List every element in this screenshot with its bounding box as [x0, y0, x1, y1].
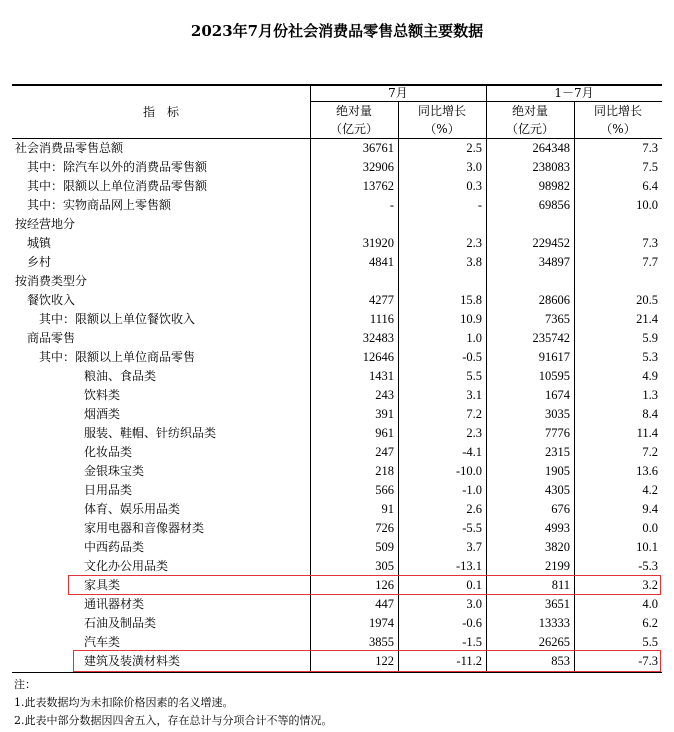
- ytd-yoy-value: 13.6: [636, 464, 658, 478]
- table-row: [12, 177, 662, 196]
- row-label: 体育、娱乐用品类: [84, 502, 181, 516]
- month-yoy-value: -10.0: [455, 464, 482, 478]
- month-yoy-value: 0.3: [466, 179, 482, 193]
- row-label: 烟酒类: [84, 407, 121, 421]
- month-yoy-value: 3.7: [466, 540, 482, 554]
- row-label: 其中：限额以上单位商品零售: [39, 350, 196, 364]
- month-yoy-value: 5.5: [466, 369, 482, 383]
- table-row: [12, 158, 662, 177]
- table-row: [12, 443, 662, 462]
- month-yoy-header: [398, 102, 486, 138]
- month-abs-value: 1116: [369, 312, 394, 326]
- ytd-abs-value: 3820: [545, 540, 570, 554]
- col-header-line: 同比增长: [417, 104, 466, 118]
- period-ytd-header: 1－7月: [554, 86, 594, 100]
- ytd-abs-value: 7776: [545, 426, 570, 440]
- ytd-abs-value: 28606: [538, 293, 570, 307]
- table-row: [12, 557, 662, 576]
- month-abs-value: 218: [375, 464, 394, 478]
- ytd-yoy-value: 7.5: [642, 160, 658, 174]
- month-abs-value: 247: [375, 445, 394, 459]
- ytd-abs-value: 34897: [538, 255, 570, 269]
- ytd-yoy-value: 0.0: [642, 521, 658, 535]
- table-row: [12, 519, 662, 538]
- row-label: 乡村: [27, 255, 52, 269]
- table-row: [12, 595, 662, 614]
- month-abs-value: 4841: [369, 255, 394, 269]
- ytd-yoy-value: 8.4: [642, 407, 658, 421]
- note-2: 2.此表中部分数据因四舍五入，存在总计与分项合计不等的情况。: [14, 714, 333, 727]
- page-title: 2023年7月份社会消费品零售总额主要数据: [190, 22, 484, 40]
- ytd-abs-value: 4993: [545, 521, 570, 535]
- table-row: [12, 329, 662, 348]
- period-month-header: 7月: [388, 86, 408, 100]
- month-abs-value: 1974: [369, 616, 394, 630]
- ytd-abs-value: 69856: [538, 198, 570, 212]
- table-row: [12, 196, 662, 215]
- indicator-header: 指 标: [142, 105, 179, 119]
- table-row: [12, 462, 662, 481]
- ytd-yoy-value: -7.3: [638, 654, 658, 668]
- ytd-abs-value: 1674: [545, 388, 570, 402]
- ytd-abs-value: 2199: [545, 559, 570, 573]
- month-abs-value: 12646: [362, 350, 394, 364]
- col-header-line: 绝对量: [335, 104, 372, 118]
- ytd-yoy-value: -5.3: [638, 559, 658, 573]
- month-yoy-value: 0.1: [466, 578, 482, 592]
- ytd-yoy-value: 5.3: [642, 350, 658, 364]
- row-label: 其中：除汽车以外的消费品零售额: [27, 160, 208, 174]
- ytd-yoy-value: 4.2: [642, 483, 658, 497]
- table-row: [12, 310, 662, 329]
- table-row: [12, 538, 662, 557]
- month-yoy-value: -11.2: [456, 654, 482, 668]
- month-abs-value: 122: [375, 654, 394, 668]
- month-yoy-value: -4.1: [462, 445, 482, 459]
- row-label: 石油及制品类: [84, 616, 157, 630]
- month-yoy-value: -1.0: [462, 483, 482, 497]
- col-header-unit: （%）: [600, 122, 636, 136]
- row-label: 文化办公用品类: [84, 559, 169, 573]
- month-abs-value: 305: [375, 559, 394, 573]
- ytd-abs-value: 91617: [538, 350, 570, 364]
- row-label: 日用品类: [84, 483, 133, 497]
- month-abs-value: 36761: [362, 141, 394, 155]
- footnotes: [14, 676, 333, 730]
- month-abs-value: 509: [375, 540, 394, 554]
- month-yoy-value: -1.5: [462, 635, 482, 649]
- month-abs-value: 91: [381, 502, 394, 516]
- row-label: 服装、鞋帽、针纺织品类: [84, 426, 217, 440]
- month-yoy-value: 15.8: [460, 293, 482, 307]
- ytd-yoy-value: 11.4: [636, 426, 658, 440]
- row-label: 家具类: [84, 578, 121, 592]
- ytd-abs-value: 98982: [538, 179, 570, 193]
- row-label: 汽车类: [84, 635, 121, 649]
- month-abs-header: [310, 102, 398, 138]
- month-yoy-value: -13.1: [455, 559, 482, 573]
- month-yoy-value: 2.3: [466, 426, 482, 440]
- table-row: [12, 139, 662, 158]
- month-abs-value: 961: [375, 426, 394, 440]
- col-header-unit: （亿元）: [505, 122, 554, 136]
- ytd-abs-value: 235742: [532, 331, 570, 345]
- month-yoy-value: 3.0: [466, 160, 482, 174]
- month-yoy-value: 2.3: [466, 236, 482, 250]
- month-yoy-value: -0.5: [462, 350, 482, 364]
- ytd-yoy-header: [574, 102, 662, 138]
- row-label: 饮料类: [84, 388, 121, 402]
- month-yoy-value: 3.8: [466, 255, 482, 269]
- ytd-yoy-value: 7.7: [642, 255, 658, 269]
- table-row: [12, 386, 662, 405]
- month-abs-value: 391: [375, 407, 394, 421]
- data-table: [12, 84, 662, 673]
- table-row: [12, 614, 662, 633]
- month-abs-value: 13762: [362, 179, 394, 193]
- month-abs-value: 31920: [362, 236, 394, 250]
- ytd-abs-value: 13333: [538, 616, 570, 630]
- ytd-yoy-value: 21.4: [636, 312, 658, 326]
- month-abs-value: 243: [375, 388, 394, 402]
- ytd-abs-value: 1905: [545, 464, 570, 478]
- table-row: [12, 215, 662, 234]
- month-yoy-value: 2.6: [466, 502, 482, 516]
- row-label: 建筑及装潢材料类: [84, 654, 181, 668]
- month-abs-value: 32483: [362, 331, 394, 345]
- ytd-yoy-value: 20.5: [636, 293, 658, 307]
- month-yoy-value: 10.9: [460, 312, 482, 326]
- row-label: 餐饮收入: [27, 293, 76, 307]
- month-abs-value: 447: [375, 597, 394, 611]
- ytd-abs-value: 3035: [545, 407, 570, 421]
- col-header-unit: （%）: [424, 122, 460, 136]
- ytd-abs-value: 238083: [532, 160, 570, 174]
- row-label: 金银珠宝类: [84, 464, 145, 478]
- col-header-line: 绝对量: [511, 104, 548, 118]
- ytd-yoy-value: 10.1: [636, 540, 658, 554]
- table-row: [12, 424, 662, 443]
- ytd-yoy-value: 7.3: [642, 141, 658, 155]
- row-label: 按经营地分: [15, 217, 76, 231]
- table-bottom-rule: [12, 672, 662, 673]
- col-header-unit: （亿元）: [329, 122, 378, 136]
- row-label: 城镇: [27, 236, 52, 250]
- row-label: 商品零售: [27, 331, 76, 345]
- month-yoy-value: 1.0: [466, 331, 482, 345]
- month-abs-value: -: [389, 198, 394, 212]
- ytd-abs-value: 7365: [545, 312, 570, 326]
- month-abs-value: 126: [375, 578, 394, 592]
- month-abs-value: 1431: [369, 369, 394, 383]
- row-label: 中西药品类: [84, 540, 145, 554]
- ytd-yoy-value: 1.3: [642, 388, 658, 402]
- ytd-abs-value: 2315: [545, 445, 570, 459]
- ytd-abs-value: 853: [551, 654, 570, 668]
- row-label: 家用电器和音像器材类: [84, 521, 205, 535]
- row-label: 其中：实物商品网上零售额: [27, 198, 172, 212]
- table-row: [12, 405, 662, 424]
- table-row: [12, 253, 662, 272]
- ytd-yoy-value: 10.0: [636, 198, 658, 212]
- table-row: [12, 272, 662, 291]
- ytd-yoy-value: 4.0: [642, 597, 658, 611]
- ytd-yoy-value: 7.3: [642, 236, 658, 250]
- ytd-abs-value: 264348: [532, 141, 570, 155]
- row-label: 其中：限额以上单位餐饮收入: [39, 312, 196, 326]
- ytd-abs-value: 229452: [532, 236, 570, 250]
- table-row: [12, 481, 662, 500]
- row-label: 按消费类型分: [15, 274, 88, 288]
- row-label: 化妆品类: [84, 445, 133, 459]
- table-row: [12, 367, 662, 386]
- row-label: 通讯器材类: [84, 597, 145, 611]
- notes-heading: 注：: [14, 678, 36, 691]
- ytd-abs-value: 3651: [545, 597, 570, 611]
- ytd-yoy-value: 6.4: [642, 179, 658, 193]
- col-header-line: 同比增长: [593, 104, 642, 118]
- month-abs-value: 726: [375, 521, 394, 535]
- month-yoy-value: 3.0: [466, 597, 482, 611]
- month-yoy-value: -0.6: [462, 616, 482, 630]
- table-row: [12, 348, 662, 367]
- month-yoy-value: -5.5: [462, 521, 482, 535]
- table-row: [12, 500, 662, 519]
- ytd-yoy-value: 4.9: [642, 369, 658, 383]
- ytd-yoy-value: 5.5: [642, 635, 658, 649]
- note-1: 1.此表数据均为未扣除价格因素的名义增速。: [14, 696, 234, 709]
- ytd-abs-value: 676: [551, 502, 570, 516]
- ytd-yoy-value: 5.9: [642, 331, 658, 345]
- row-label: 其中：限额以上单位消费品零售额: [27, 179, 208, 193]
- row-label: 社会消费品零售总额: [15, 141, 124, 155]
- ytd-abs-header: [486, 102, 574, 138]
- row-label: 粮油、食品类: [84, 369, 157, 383]
- ytd-yoy-value: 9.4: [642, 502, 658, 516]
- month-abs-value: 4277: [369, 293, 394, 307]
- ytd-abs-value: 811: [551, 578, 570, 592]
- month-yoy-value: 2.5: [466, 141, 482, 155]
- month-abs-value: 566: [375, 483, 394, 497]
- month-yoy-value: 3.1: [466, 388, 482, 402]
- table-row: [12, 234, 662, 253]
- month-abs-value: 3855: [369, 635, 394, 649]
- table-row: [12, 291, 662, 310]
- month-yoy-value: -: [477, 198, 482, 212]
- ytd-abs-value: 4305: [545, 483, 570, 497]
- ytd-abs-value: 26265: [538, 635, 570, 649]
- highlight-box-building-materials: [73, 650, 661, 672]
- ytd-yoy-value: 6.2: [642, 616, 658, 630]
- ytd-yoy-value: 7.2: [642, 445, 658, 459]
- month-yoy-value: 7.2: [466, 407, 482, 421]
- month-abs-value: 32906: [362, 160, 394, 174]
- ytd-abs-value: 10595: [538, 369, 570, 383]
- ytd-yoy-value: 3.2: [642, 578, 658, 592]
- highlight-box-furniture: [68, 575, 661, 595]
